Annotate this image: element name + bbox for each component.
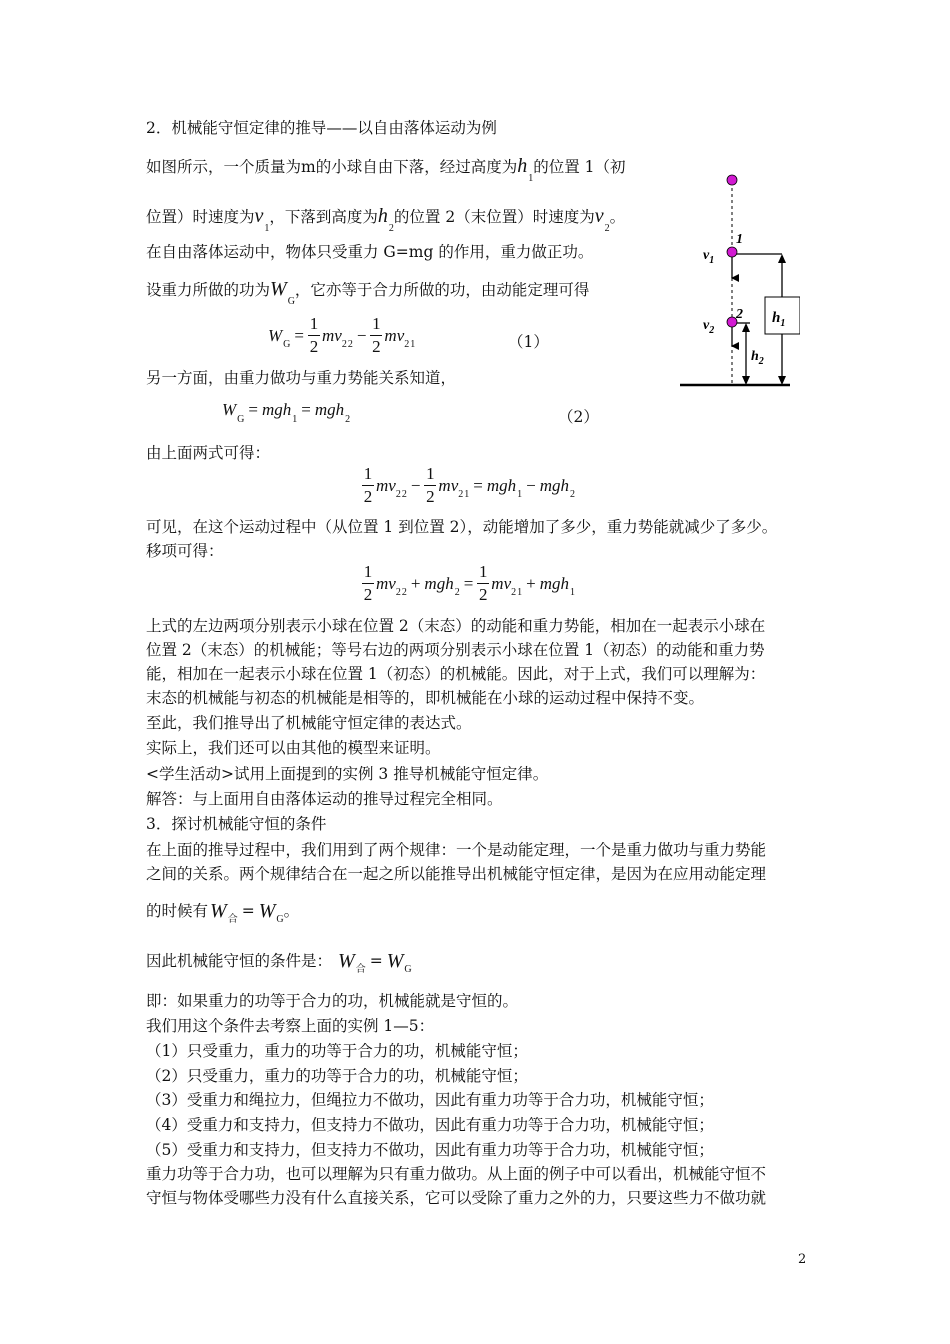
eq-term: mv [376, 475, 396, 495]
subscript: 2 [347, 339, 353, 351]
numerator: 1 [363, 562, 373, 581]
subscript: 2 [345, 413, 351, 425]
eq-operator: = [369, 952, 383, 970]
subscript: 2 [401, 489, 407, 501]
denominator: 2 [309, 337, 319, 357]
subscript: 1 [570, 587, 575, 599]
list-item: （5）受重力和支持力，但支持力不做功，因此有重力功等于合力功，机械能守恒； [146, 1141, 714, 1159]
ball-position-1 [727, 247, 737, 257]
v2-label: $v_2$ [703, 318, 715, 336]
equation-3 [362, 464, 575, 507]
paragraph-explain-2: 位置 2（末态）的机械能；等号右边的两项分别表示小球在位置 1（初态）的动能和重力势 [146, 641, 765, 659]
fraction-half [424, 464, 436, 507]
eq-operator: = [248, 400, 258, 419]
v1-label: $v_1$ [703, 248, 715, 266]
eq-term: mgh [314, 400, 345, 419]
numerator: 1 [479, 562, 488, 581]
paragraph-gravity: 在自由落体运动中，物体只受重力 G=mg 的作用，重力做正功。 [146, 243, 594, 261]
text-run: 设重力所做的功为 [146, 281, 271, 299]
numerator: 1 [426, 464, 435, 483]
paragraph-s3-3 [146, 900, 300, 925]
denominator: 2 [363, 585, 373, 605]
paragraph-s3-6: 我们用这个条件去考察上面的实例 1—5： [146, 1017, 435, 1035]
text-run: 的小球自由下落，经过高度为 [315, 158, 518, 176]
subscript: G [276, 914, 284, 925]
position-1-label: 1 [736, 232, 743, 247]
section3-heading: 3．探讨机械能守恒的条件 [146, 815, 327, 833]
paragraph-s3-8: 守恒与物体受哪些力没有什么直接关系，它可以受除了重力之外的力，只要这些力不做功就 [146, 1189, 767, 1207]
equation-1 [268, 314, 415, 357]
velocity-symbol: v [594, 205, 604, 227]
subscript: 1 [464, 489, 470, 501]
eq-operator: = [301, 400, 311, 419]
eq-term: mv [384, 325, 405, 345]
velocity-symbol: v [254, 205, 264, 227]
text-run: 。 [609, 208, 626, 226]
eq-term: mgh [539, 475, 569, 495]
eq-operator: + [526, 573, 536, 593]
subscript: 2 [604, 223, 610, 234]
subscript: G [283, 339, 291, 351]
paragraph-answer: 解答：与上面用自由落体运动的推导过程完全相同。 [146, 790, 503, 808]
eq-operator: − [356, 325, 367, 345]
subscript: 2 [401, 587, 407, 599]
denominator: 2 [426, 487, 435, 507]
paragraph-potential: 另一方面，由重力做功与重力势能关系知道， [146, 369, 457, 387]
eq-term: W [222, 400, 237, 419]
denominator: 2 [479, 585, 488, 605]
paragraph-s3-7: 重力功等于合力功，也可以理解为只有重力做功。从上面的例子中可以看出，机械能守恒不 [146, 1165, 767, 1183]
subscript: 2 [388, 223, 394, 234]
eq-term: mgh [262, 400, 292, 419]
h1-arrowhead-top [778, 254, 786, 263]
subscript: 1 [410, 339, 416, 351]
paragraph-combine: 由上面两式可得： [146, 444, 271, 462]
exponent: 2 [458, 489, 464, 501]
text-run: 的位置 1（初 [533, 158, 626, 176]
paragraph-derived: 至此，我们推导出了机械能守恒定律的表达式。 [146, 714, 472, 732]
list-item: （2）只受重力，重力的功等于合力的功，机械能守恒； [146, 1067, 528, 1085]
eq-operator: − [526, 475, 536, 495]
numerator: 1 [309, 314, 319, 333]
exponent: 2 [341, 339, 347, 351]
numerator: 1 [363, 464, 373, 483]
exponent: 2 [511, 587, 517, 599]
height-symbol: h [517, 155, 528, 177]
eq-term: W [258, 900, 276, 922]
subscript: 2 [454, 587, 460, 599]
paragraph-s3-2: 之间的关系。两个规律结合在一起之所以能推导出机械能守恒定律，是因为在应用动能定理 [146, 865, 767, 883]
text-run: 的位置 2（末位置）时速度为 [393, 208, 595, 226]
h2-label: $h_2$ [751, 349, 764, 367]
paragraph-intro-line1 [146, 155, 626, 184]
paragraph-explain-4: 末态的机械能与初态的机械能是相等的，即机械能在小球的运动过程中保持不变。 [146, 689, 705, 707]
paragraph-intro-line2 [146, 205, 626, 234]
paragraph-student-activity: <学生活动>试用上面提到的实例 3 推导机械能守恒定律。 [146, 765, 549, 783]
ball-initial [727, 175, 737, 185]
page-number: 2 [798, 1252, 807, 1267]
numerator: 1 [372, 314, 381, 333]
equation-1-number: （1） [508, 333, 549, 351]
text-run: 的时候有 [146, 902, 209, 920]
equation-4 [362, 562, 575, 605]
fraction-half [477, 562, 489, 605]
subscript: G [287, 296, 295, 307]
paragraph-s3-condition [146, 950, 412, 975]
free-fall-diagram [670, 170, 800, 395]
subscript: 2 [570, 489, 575, 501]
exponent: 2 [404, 339, 410, 351]
fraction-half [308, 314, 320, 357]
fraction-half [362, 464, 374, 507]
eq-term: mv [376, 573, 396, 593]
eq-term: mv [322, 325, 342, 345]
eq-term: W [268, 325, 283, 345]
text-run: ，它亦等于合力所做的功，由动能定理可得 [294, 281, 590, 299]
h2-arrowhead-top [742, 323, 750, 332]
paragraph-work-intro [146, 278, 590, 307]
paragraph-explain-3: 能，相加在一起表示小球在位置 1（初态）的机械能。因此，对于上式，我们可以理解为： [146, 665, 766, 683]
list-item: （3）受重力和绳拉力，但绳拉力不做功，因此有重力功等于合力功，机械能守恒； [146, 1091, 714, 1109]
list-item: （4）受重力和支持力，但支持力不做功，因此有重力功等于合力功，机械能守恒； [146, 1116, 714, 1134]
paragraph-other-models: 实际上，我们还可以由其他的模型来证明。 [146, 739, 441, 757]
paragraph-conclusion-a: 可见，在这个运动过程中（从位置 1 到位置 2），动能增加了多少，重力势能就减少了多少。 [146, 518, 778, 536]
mass-symbol: m [301, 158, 316, 176]
eq-operator: = [241, 902, 255, 920]
subscript: 合 [355, 964, 366, 975]
position-2-label: 2 [736, 307, 743, 322]
subscript: 1 [517, 587, 523, 599]
text-run: 如图所示，一个质量为 [146, 158, 302, 176]
height-symbol: h [377, 205, 388, 227]
h1-label: $h_1$ [772, 310, 786, 329]
eq-term: W [338, 950, 355, 972]
subscript: 1 [517, 489, 523, 501]
list-item: （1）只受重力，重力的功等于合力的功，机械能守恒； [146, 1042, 528, 1060]
fraction-half [362, 562, 374, 605]
equation-2-number: （2） [558, 408, 599, 426]
equation-2 [222, 400, 351, 425]
h1-arrowhead-bottom [778, 376, 786, 385]
text-run: 。 [283, 902, 300, 920]
eq-term: mv [491, 573, 512, 593]
paragraph-s3-1: 在上面的推导过程中，我们用到了两个规律：一个是动能定理，一个是重力做功与重力势能 [146, 841, 767, 859]
paragraph-s3-5: 即：如果重力的功等于合力的功，机械能就是守恒的。 [146, 992, 519, 1010]
subscript: G [237, 413, 245, 425]
eq-operator: = [463, 573, 474, 593]
denominator: 2 [363, 487, 373, 507]
eq-operator: + [410, 573, 421, 593]
fraction-half [370, 314, 382, 357]
eq-term: mgh [424, 573, 454, 593]
paragraph-explain-1: 上式的左边两项分别表示小球在位置 2（末态）的动能和重力势能，相加在一起表示小球在 [146, 617, 766, 635]
eq-term: mgh [486, 475, 517, 495]
subscript: 1 [292, 413, 298, 425]
text-run: 位置）时速度为 [146, 208, 255, 226]
eq-operator: − [410, 475, 421, 495]
eq-term: mv [438, 475, 459, 495]
exponent: 2 [395, 489, 401, 501]
denominator: 2 [372, 337, 381, 357]
subscript: 1 [264, 223, 270, 234]
eq-operator: = [294, 325, 304, 345]
text-run: ，下落到高度为 [269, 208, 378, 226]
subscript: G [404, 964, 412, 975]
eq-term: W [386, 950, 404, 972]
subscript: 1 [528, 173, 534, 184]
section2-heading: 2．机械能守恒定律的推导——以自由落体运动为例 [146, 119, 497, 137]
eq-operator: = [473, 475, 483, 495]
text-run: 因此机械能守恒的条件是： [146, 952, 333, 970]
eq-term: W [210, 900, 227, 922]
h2-arrowhead-bottom [742, 376, 750, 385]
work-symbol: W [270, 278, 287, 300]
eq-term: mgh [539, 573, 569, 593]
paragraph-rearrange: 移项可得： [146, 542, 224, 560]
exponent: 2 [395, 587, 401, 599]
subscript: 合 [227, 914, 238, 925]
